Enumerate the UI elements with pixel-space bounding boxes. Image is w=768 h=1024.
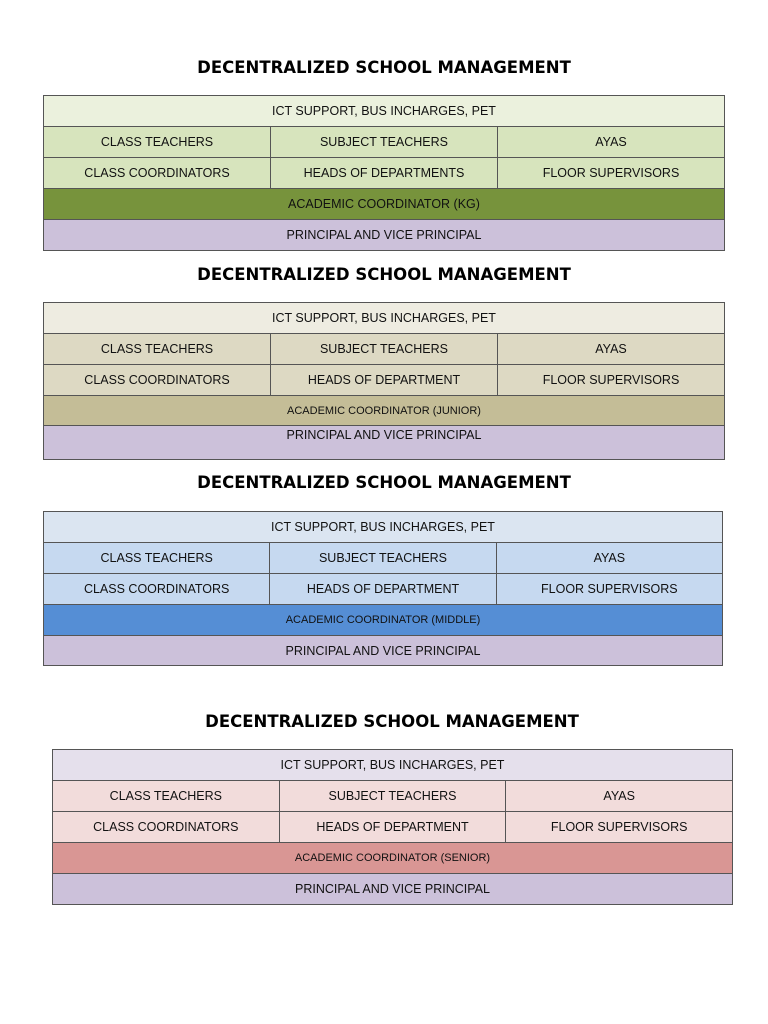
teachers-row [44, 334, 724, 365]
support-row [53, 750, 732, 781]
class-teachers-cell: CLASS TEACHERS [44, 127, 271, 157]
heads-of-department-cell: HEADS OF DEPARTMENT [270, 574, 496, 604]
section-title-middle: DECENTRALIZED SCHOOL MANAGEMENT [197, 473, 571, 492]
academic-coordinator-cell: ACADEMIC COORDINATOR (KG) [288, 197, 480, 211]
principal-cell: PRINCIPAL AND VICE PRINCIPAL [286, 428, 482, 442]
teachers-row [44, 543, 722, 574]
support-cell: ICT SUPPORT, BUS INCHARGES, PET [271, 520, 495, 534]
subject-teachers-cell: SUBJECT TEACHERS [271, 334, 498, 364]
academic-coordinator-cell: ACADEMIC COORDINATOR (MIDDLE) [285, 614, 481, 626]
org-table-senior [52, 749, 733, 905]
principal-row [44, 636, 722, 665]
class-coordinators-cell: CLASS COORDINATORS [44, 574, 270, 604]
heads-of-department-cell: HEADS OF DEPARTMENT [280, 812, 507, 842]
org-table-kg [43, 95, 725, 251]
principal-cell: PRINCIPAL AND VICE PRINCIPAL [295, 882, 490, 896]
class-teachers-cell: CLASS TEACHERS [53, 781, 280, 811]
org-table-junior [43, 302, 725, 460]
section-title-senior: DECENTRALIZED SCHOOL MANAGEMENT [205, 712, 579, 731]
class-coordinators-cell: CLASS COORDINATORS [44, 365, 271, 395]
class-coordinators-cell: CLASS COORDINATORS [44, 158, 271, 188]
heads-of-departments-cell: HEADS OF DEPARTMENTS [271, 158, 498, 188]
teachers-row [44, 127, 724, 158]
academic-coordinator-cell: ACADEMIC COORDINATOR (SENIOR) [294, 852, 491, 864]
coordinators-row [44, 574, 722, 605]
principal-row [53, 874, 732, 904]
support-row [44, 96, 724, 127]
academic-coordinator-row [44, 396, 724, 426]
coordinators-row [44, 365, 724, 396]
heads-of-department-cell: HEADS OF DEPARTMENT [271, 365, 498, 395]
principal-cell: PRINCIPAL AND VICE PRINCIPAL [285, 643, 481, 658]
subject-teachers-cell: SUBJECT TEACHERS [270, 543, 496, 573]
support-row [44, 303, 724, 334]
subject-teachers-cell: SUBJECT TEACHERS [280, 781, 507, 811]
support-row [44, 512, 722, 543]
section-title-junior: DECENTRALIZED SCHOOL MANAGEMENT [197, 265, 571, 284]
coordinators-row [44, 158, 724, 189]
floor-supervisors-cell: FLOOR SUPERVISORS [542, 166, 680, 180]
principal-row [44, 426, 724, 459]
academic-coordinator-row [44, 189, 724, 220]
academic-coordinator-cell: ACADEMIC COORDINATOR (JUNIOR) [287, 404, 481, 417]
academic-coordinator-row [53, 843, 732, 874]
section-title-kg: DECENTRALIZED SCHOOL MANAGEMENT [197, 58, 571, 77]
principal-row [44, 220, 724, 250]
ayas-cell: AYAS [595, 342, 627, 356]
ayas-cell: AYAS [603, 789, 635, 803]
principal-cell: PRINCIPAL AND VICE PRINCIPAL [286, 228, 482, 242]
support-cell: ICT SUPPORT, BUS INCHARGES, PET [272, 104, 496, 118]
support-cell: ICT SUPPORT, BUS INCHARGES, PET [272, 311, 496, 325]
org-table-middle [43, 511, 723, 666]
floor-supervisors-cell: FLOOR SUPERVISORS [550, 820, 688, 834]
academic-coordinator-row [44, 605, 722, 636]
support-cell: ICT SUPPORT, BUS INCHARGES, PET [280, 758, 505, 772]
ayas-cell: AYAS [593, 551, 626, 565]
class-teachers-cell: CLASS TEACHERS [44, 334, 271, 364]
coordinators-row [53, 812, 732, 843]
ayas-cell: AYAS [595, 135, 627, 149]
class-teachers-cell: CLASS TEACHERS [44, 543, 270, 573]
floor-supervisors-cell: FLOOR SUPERVISORS [542, 373, 680, 387]
class-coordinators-cell: CLASS COORDINATORS [53, 812, 280, 842]
teachers-row [53, 781, 732, 812]
subject-teachers-cell: SUBJECT TEACHERS [271, 127, 498, 157]
floor-supervisors-cell: FLOOR SUPERVISORS [541, 582, 678, 596]
